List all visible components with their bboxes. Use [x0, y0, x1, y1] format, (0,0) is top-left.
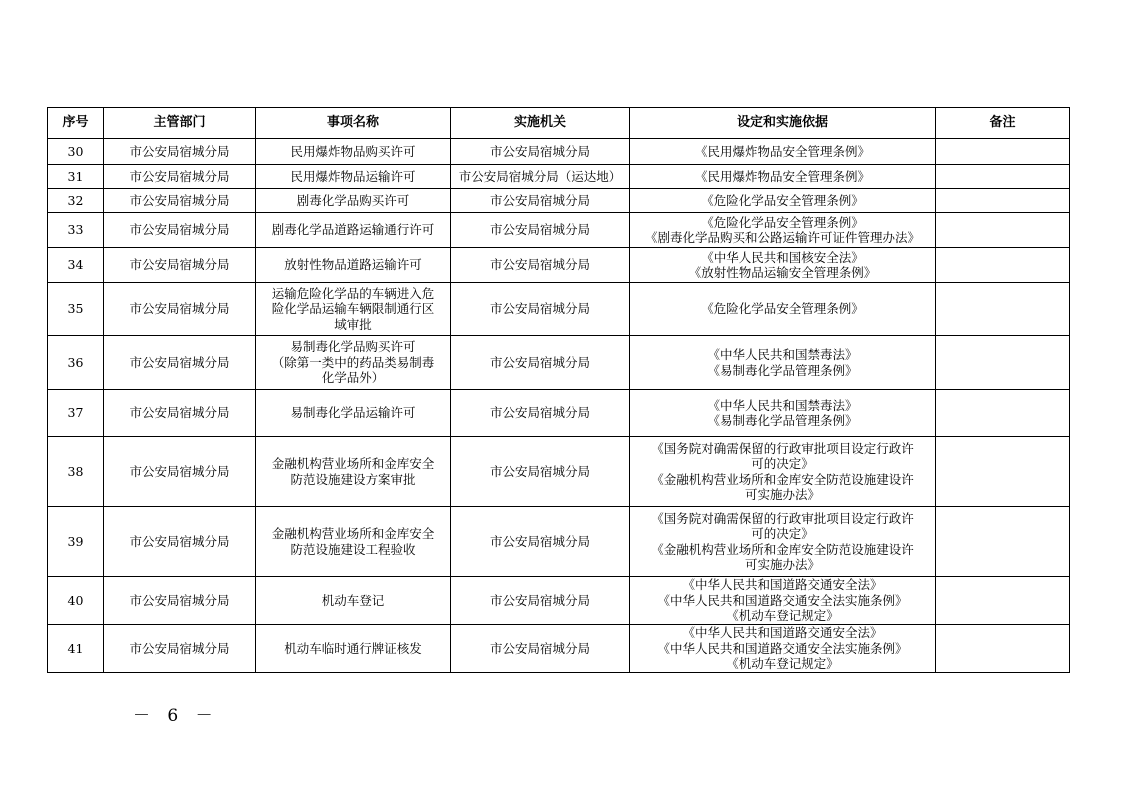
cell-basis-line: 可的决定》	[751, 526, 814, 541]
cell-basis	[630, 625, 936, 673]
table-row	[48, 165, 1070, 189]
cell-basis-line: 《剧毒化学品购买和公路运输许可证件管理办法》	[644, 230, 920, 245]
cell-org: 市公安局宿城分局	[451, 189, 630, 213]
cell-org: 市公安局宿城分局	[451, 577, 630, 625]
cell-name-line: 防范设施建设工程验收	[290, 541, 416, 557]
cell-note	[936, 283, 1070, 336]
table-row	[48, 336, 1070, 390]
header-note: 备注	[936, 108, 1070, 139]
cell-basis-line: 《中华人民共和国道路交通安全法》	[682, 625, 883, 641]
table-row	[48, 625, 1070, 673]
cell-org: 市公安局宿城分局	[451, 437, 630, 507]
cell-basis-line: 《易制毒化学品管理条例》	[707, 362, 858, 378]
cell-basis	[630, 577, 936, 625]
cell-name-line: 放射性物品道路运输许可	[284, 257, 422, 273]
cell-no: 35	[48, 283, 104, 336]
cell-name-line: 易制毒化学品购买许可	[290, 339, 416, 355]
cell-name-line: 易制毒化学品运输许可	[290, 405, 416, 421]
cell-basis	[630, 139, 936, 165]
cell-dept: 市公安局宿城分局	[104, 437, 256, 507]
table-row	[48, 437, 1070, 507]
cell-basis-line: 可实施办法》	[744, 487, 820, 502]
cell-dept: 市公安局宿城分局	[104, 189, 256, 213]
cell-dept: 市公安局宿城分局	[104, 336, 256, 390]
cell-name-line: 剧毒化学品道路运输通行许可	[271, 222, 435, 238]
cell-org: 市公安局宿城分局	[451, 283, 630, 336]
cell-org: 市公安局宿城分局	[451, 390, 630, 437]
cell-note	[936, 507, 1070, 577]
table-body	[48, 139, 1070, 673]
cell-name	[256, 390, 451, 437]
cell-name-line: 剧毒化学品购买许可	[296, 192, 410, 208]
cell-note	[936, 336, 1070, 390]
cell-basis	[630, 390, 936, 437]
cell-basis	[630, 507, 936, 577]
cell-note	[936, 437, 1070, 507]
cell-no: 31	[48, 165, 104, 189]
cell-note	[936, 189, 1070, 213]
table-row	[48, 390, 1070, 437]
cell-basis-line: 《危险化学品安全管理条例》	[701, 214, 864, 230]
cell-basis	[630, 248, 936, 283]
cell-name-line: （除第一类中的药品类易制毒	[271, 354, 435, 370]
cell-basis-line: 可实施办法》	[744, 557, 820, 572]
cell-name	[256, 189, 451, 213]
cell-basis-line: 《机动车登记规定》	[726, 656, 839, 672]
header-no: 序号	[48, 108, 104, 139]
table-row	[48, 213, 1070, 248]
page-number: － 6 －	[133, 706, 219, 726]
cell-name	[256, 336, 451, 390]
cell-name-line: 金融机构营业场所和金库安全	[271, 526, 435, 541]
table-row	[48, 283, 1070, 336]
cell-name-line: 民用爆炸物品运输许可	[290, 168, 416, 184]
cell-no: 32	[48, 189, 104, 213]
cell-note	[936, 165, 1070, 189]
cell-basis	[630, 283, 936, 336]
cell-basis-line: 《中华人民共和国核安全法》	[701, 249, 864, 265]
cell-name-line: 民用爆炸物品购买许可	[290, 143, 416, 159]
cell-note	[936, 248, 1070, 283]
cell-org: 市公安局宿城分局	[451, 248, 630, 283]
cell-name-line: 化学品外）	[321, 370, 385, 386]
table-row	[48, 139, 1070, 165]
cell-name-line: 金融机构营业场所和金库安全	[271, 456, 435, 471]
cell-basis-line: 《民用爆炸物品安全管理条例》	[694, 143, 870, 159]
cell-org: 市公安局宿城分局	[451, 507, 630, 577]
cell-basis	[630, 165, 936, 189]
cell-note	[936, 213, 1070, 248]
cell-basis-line: 《危险化学品安全管理条例》	[701, 192, 864, 208]
cell-dept: 市公安局宿城分局	[104, 390, 256, 437]
cell-no: 36	[48, 336, 104, 390]
header-name: 事项名称	[256, 108, 451, 139]
cell-dept: 市公安局宿城分局	[104, 139, 256, 165]
cell-name	[256, 165, 451, 189]
cell-no: 40	[48, 577, 104, 625]
cell-note	[936, 625, 1070, 673]
cell-basis-line: 《中华人民共和国禁毒法》	[707, 397, 858, 413]
cell-name-line: 机动车临时通行牌证核发	[284, 640, 422, 656]
cell-basis-line: 《危险化学品安全管理条例》	[701, 301, 864, 317]
table-row	[48, 577, 1070, 625]
header-basis: 设定和实施依据	[630, 108, 936, 139]
cell-basis-line: 《民用爆炸物品安全管理条例》	[694, 168, 870, 184]
cell-org: 市公安局宿城分局	[451, 139, 630, 165]
cell-basis-line: 《机动车登记规定》	[726, 608, 839, 624]
cell-org: 市公安局宿城分局（运达地）	[451, 165, 630, 189]
cell-name-line: 运输危险化学品的车辆进入危	[271, 285, 435, 301]
cell-no: 34	[48, 248, 104, 283]
cell-basis	[630, 189, 936, 213]
cell-basis	[630, 336, 936, 390]
cell-name-line: 防范设施建设方案审批	[290, 471, 416, 487]
cell-no: 33	[48, 213, 104, 248]
cell-no: 37	[48, 390, 104, 437]
cell-dept: 市公安局宿城分局	[104, 213, 256, 248]
table-row	[48, 248, 1070, 283]
cell-name	[256, 248, 451, 283]
cell-note	[936, 139, 1070, 165]
cell-basis-line: 《易制毒化学品管理条例》	[707, 413, 858, 428]
cell-name	[256, 139, 451, 165]
document-table	[47, 107, 1070, 673]
cell-name	[256, 625, 451, 673]
cell-name	[256, 507, 451, 577]
header-dept: 主管部门	[104, 108, 256, 139]
cell-note	[936, 390, 1070, 437]
table-header-row	[48, 108, 1070, 139]
cell-basis	[630, 437, 936, 507]
cell-org: 市公安局宿城分局	[451, 625, 630, 673]
cell-basis-line: 《放射性物品运输安全管理条例》	[688, 265, 877, 280]
cell-name	[256, 283, 451, 336]
cell-org: 市公安局宿城分局	[451, 336, 630, 390]
table-row	[48, 507, 1070, 577]
cell-dept: 市公安局宿城分局	[104, 507, 256, 577]
cell-basis-line: 《国务院对确需保留的行政审批项目设定行政许	[651, 510, 914, 526]
cell-dept: 市公安局宿城分局	[104, 283, 256, 336]
cell-basis-line: 《国务院对确需保留的行政审批项目设定行政许	[651, 440, 914, 456]
cell-basis-line: 可的决定》	[751, 456, 814, 471]
cell-no: 41	[48, 625, 104, 673]
cell-no: 30	[48, 139, 104, 165]
header-org: 实施机关	[451, 108, 630, 139]
cell-dept: 市公安局宿城分局	[104, 577, 256, 625]
cell-dept: 市公安局宿城分局	[104, 625, 256, 673]
cell-name-line: 险化学品运输车辆限制通行区	[271, 301, 435, 317]
cell-basis	[630, 213, 936, 248]
cell-dept: 市公安局宿城分局	[104, 248, 256, 283]
cell-org: 市公安局宿城分局	[451, 213, 630, 248]
cell-basis-line: 《中华人民共和国禁毒法》	[707, 347, 858, 362]
cell-name	[256, 213, 451, 248]
cell-no: 38	[48, 437, 104, 507]
cell-name	[256, 577, 451, 625]
table-row	[48, 189, 1070, 213]
cell-basis-line: 《金融机构营业场所和金库安全防范设施建设许	[651, 471, 914, 487]
cell-name	[256, 437, 451, 507]
cell-basis-line: 《金融机构营业场所和金库安全防范设施建设许	[651, 541, 914, 557]
cell-basis-line: 《中华人民共和国道路交通安全法实施条例》	[657, 640, 908, 656]
cell-no: 39	[48, 507, 104, 577]
cell-note	[936, 577, 1070, 625]
cell-dept: 市公安局宿城分局	[104, 165, 256, 189]
cell-basis-line: 《中华人民共和国道路交通安全法实施条例》	[657, 592, 908, 608]
cell-basis-line: 《中华人民共和国道路交通安全法》	[682, 577, 883, 593]
cell-name-line: 机动车登记	[321, 592, 385, 608]
cell-name-line: 域审批	[334, 316, 372, 332]
